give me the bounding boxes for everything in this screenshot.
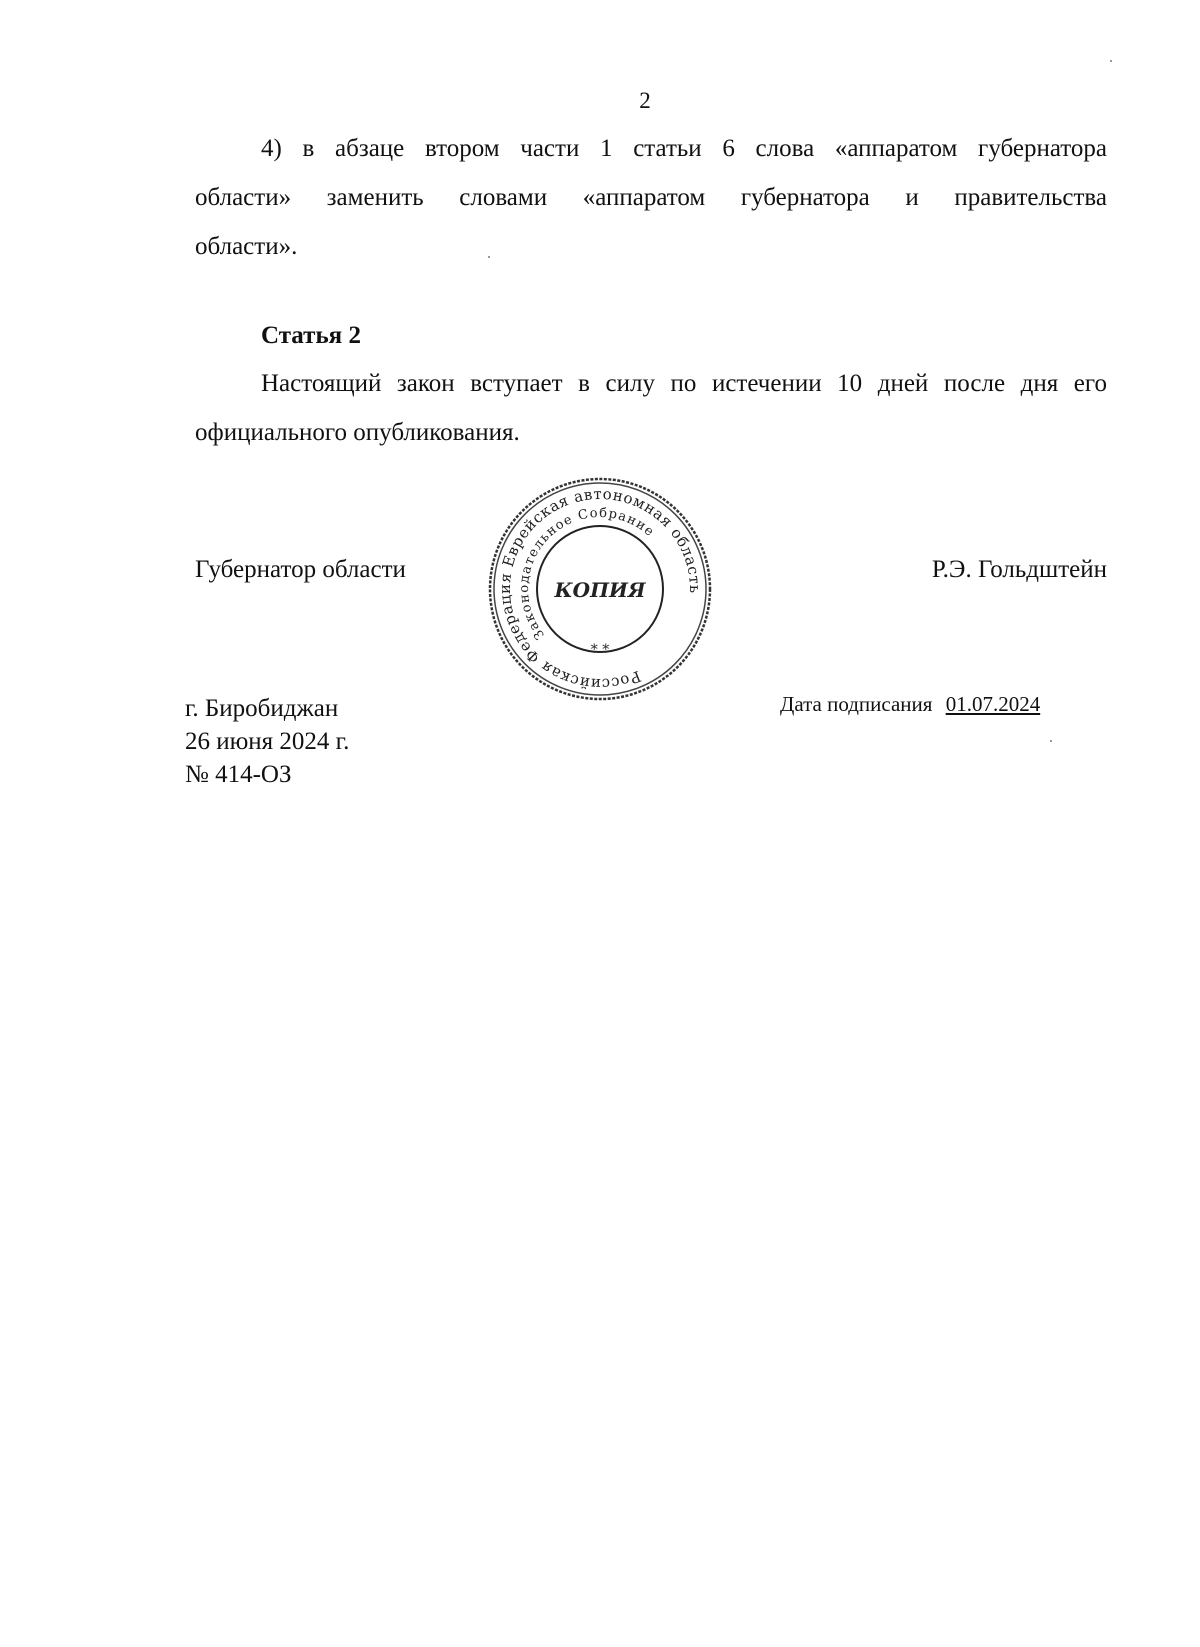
article-2-line-2: официального опубликования. bbox=[195, 419, 520, 446]
amendment-line-1: 4) в абзаце втором части 1 статьи 6 слова «аппаратом губернатора bbox=[261, 135, 1107, 162]
signatory-name: Р.Э. Гольдштейн bbox=[931, 556, 1107, 583]
article-2-heading: Статья 2 bbox=[261, 322, 361, 349]
place-date-number-block bbox=[185, 692, 349, 791]
signing-date-line bbox=[780, 692, 1040, 717]
article-2-body bbox=[195, 359, 1107, 457]
amendment-line-2: области» заменить словами «аппаратом губернатора и правительства bbox=[195, 184, 1107, 211]
signing-date-value: 01.07.2024 bbox=[945, 692, 1041, 716]
amendment-line-3: области». bbox=[195, 233, 298, 260]
seal-inner-text: Законодательное Собрание bbox=[516, 505, 658, 642]
seal-outer-text: Российская Федерация Еврейская автономная область bbox=[495, 484, 705, 694]
article-2-line-1: Настоящий закон вступает в силу по истечении 10 дней после дня его bbox=[261, 370, 1107, 397]
official-seal bbox=[487, 476, 713, 702]
scan-speck bbox=[1050, 740, 1052, 742]
scan-speck bbox=[488, 256, 490, 258]
scan-speck bbox=[1110, 60, 1112, 62]
seal-copy-label: КОПИЯ bbox=[554, 578, 646, 602]
signatory-position: Губернатор области bbox=[195, 556, 406, 583]
signing-date-label: Дата подписания bbox=[780, 692, 933, 716]
adoption-date: 26 июня 2024 г. bbox=[185, 728, 350, 755]
page-number: 2 bbox=[639, 88, 651, 113]
amendment-item-4 bbox=[195, 124, 1107, 271]
seal-stars: * * bbox=[590, 642, 610, 658]
city: г. Биробиджан bbox=[185, 695, 339, 722]
law-number: № 414-ОЗ bbox=[185, 761, 292, 788]
